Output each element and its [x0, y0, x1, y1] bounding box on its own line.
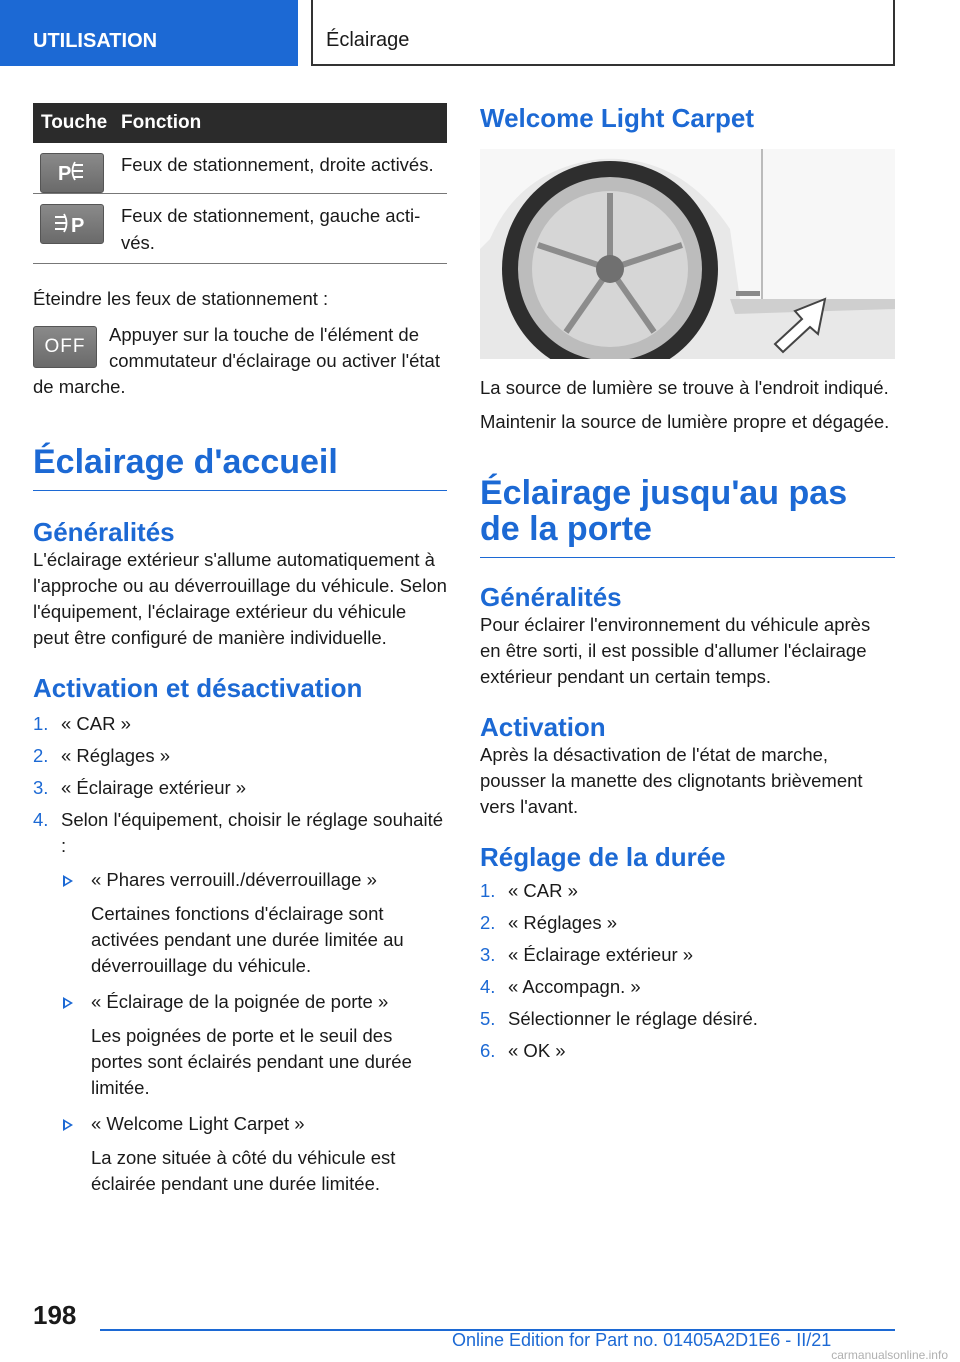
welcome-title: Éclairage d'accueil	[33, 444, 447, 491]
option-item: « Welcome Light Carpet » La zone située à côté du véhicule est éclairée pendant une durée limitée.	[61, 1111, 447, 1197]
list-item: 3. « Éclairage extérieur »	[33, 777, 247, 798]
right-column	[480, 103, 895, 1070]
parking-light-right-icon	[40, 153, 104, 193]
off-instruction	[33, 322, 447, 400]
svg-text:P: P	[58, 163, 72, 185]
activation-steps	[33, 711, 447, 1197]
off-key-icon: OFF	[33, 326, 97, 368]
doorstep-general-title: Généralités	[480, 582, 622, 612]
list-item: 5. Sélectionner le réglage désiré.	[480, 1008, 758, 1029]
topic-header: Éclairage	[311, 0, 895, 66]
section-tab[interactable]: UTILISATION	[0, 0, 298, 66]
welcome-general-text: L'éclairage extérieur s'allume automatiquement à l'approche ou au déverrouillage du véhicule. Selon l'équipement, l'éclairage extérieur du véhicule peut être configuré de manière individuelle.	[33, 549, 447, 648]
carpet-text-2: Maintenir la source de lumière propre et dégagée.	[480, 411, 890, 432]
edition-text: Online Edition for Part no. 01405A2D1E6 - II/21	[452, 1330, 832, 1350]
list-item: 6. « OK »	[480, 1040, 566, 1061]
watermark: carmanualsonline.info	[831, 1348, 948, 1362]
option-item: « Éclairage de la poignée de porte » Les poignées de porte et le seuil des portes sont éclairés pendant une durée limitée.	[61, 989, 447, 1101]
triangle-bullet-icon	[63, 875, 73, 887]
doorstep-title: Éclairage jusqu'au pas de la porte	[480, 475, 895, 558]
table-header-function: Fonction	[113, 103, 447, 143]
list-item: 2. « Réglages »	[480, 912, 618, 933]
svg-text:P: P	[71, 215, 85, 237]
page-number: 198	[33, 1300, 77, 1330]
list-item: 1. « CAR »	[33, 713, 131, 734]
wheel-light-source-illustration	[480, 149, 895, 359]
parking-light-left-icon	[40, 204, 104, 244]
doorstep-general-text: Pour éclairer l'environnement du véhicule après en être sorti, il est possible d'allumer l'éclairage extérieur pendant un certain temps.	[480, 614, 871, 687]
triangle-bullet-icon	[63, 1119, 73, 1131]
triangle-bullet-icon	[63, 997, 73, 1009]
activation-title: Activation et désactivation	[33, 673, 363, 703]
key-function-table	[33, 103, 447, 264]
duration-steps	[480, 878, 895, 1064]
list-item: 4. Selon l'équipement, choisir le réglage souhaité : « Phares verrouill./déverrouillage » Certaines fonctions d'éclairage sont activées pendant une durée limitée au déverrouillage du véhicule. « Éclairage de la poignée de porte » Les poignées de porte et le seuil des portes sont éclairés pendant une durée limitée. « Welcome Light Carpet » La zone située à côté du véhicule est éclairée pendant une durée limitée.	[33, 807, 447, 1197]
duration-title: Réglage de la durée	[480, 842, 726, 872]
function-text: Feux de stationnement, droite activés.	[113, 143, 447, 194]
doorstep-activation-title: Activation	[480, 712, 606, 742]
off-text: Appuyer sur la touche de l'élément de commutateur d'éclairage ou activer l'état de marche.	[33, 324, 440, 397]
list-item: 3. « Éclairage extérieur »	[480, 944, 694, 965]
doorstep-activation-text: Après la désactivation de l'état de marche, pousser la manette des clignotants brièvement vers l'avant.	[480, 744, 863, 817]
list-item: 4. « Accompagn. »	[480, 976, 641, 997]
table-row	[33, 143, 447, 194]
off-intro: Éteindre les feux de stationnement :	[33, 288, 329, 309]
option-item: « Phares verrouill./déverrouillage » Certaines fonctions d'éclairage sont activées pendant une durée limitée au déverrouillage du véhicule.	[61, 867, 447, 979]
function-text: Feux de stationnement, gauche activés.	[113, 194, 447, 264]
option-list	[61, 867, 447, 1197]
table-header-key: Touche	[33, 103, 113, 143]
table-row	[33, 194, 447, 264]
list-item: 1. « CAR »	[480, 880, 578, 901]
left-column	[33, 103, 447, 1207]
carpet-title: Welcome Light Carpet	[480, 103, 755, 133]
welcome-general-title: Généralités	[33, 517, 175, 547]
carpet-text-1: La source de lumière se trouve à l'endroit indiqué.	[480, 377, 889, 398]
list-item: 2. « Réglages »	[33, 745, 171, 766]
